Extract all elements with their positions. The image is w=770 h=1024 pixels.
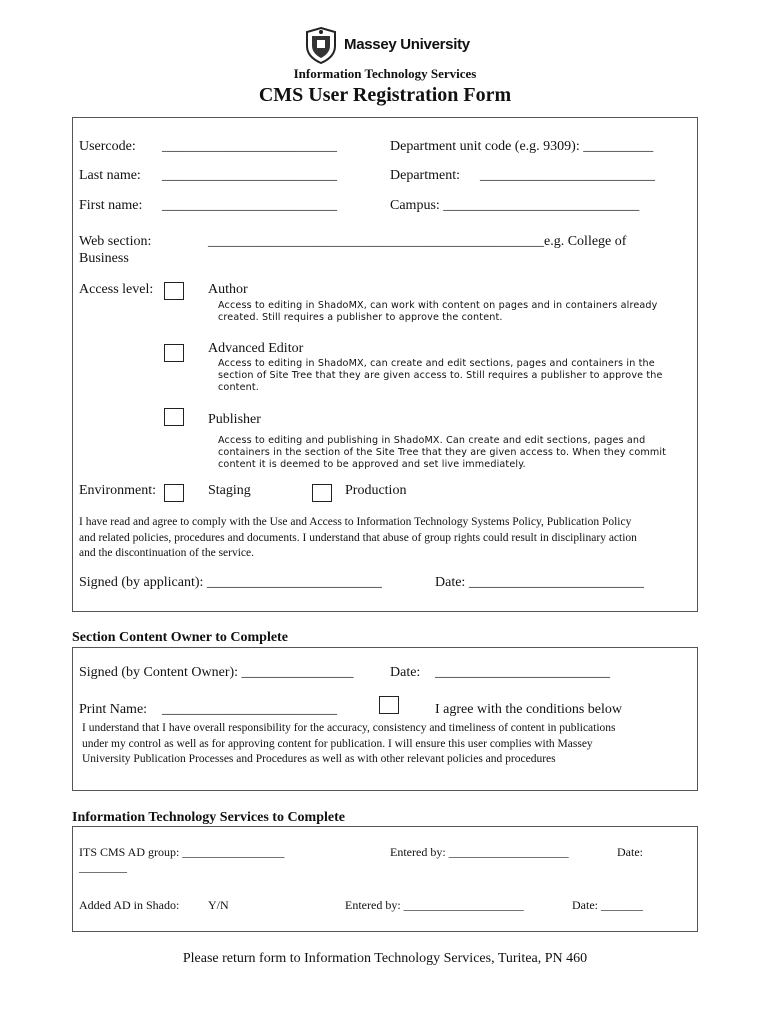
its-date-label-1: Date: bbox=[617, 845, 643, 859]
first-name-field[interactable]: _________________________ bbox=[162, 198, 337, 213]
advanced-editor-description: Access to editing in ShadoMX, can create and edit sections, pages and containers in the section of Site Tree that they are given access to. Still requires a publisher to approve the content. bbox=[218, 358, 663, 394]
last-name-field[interactable]: _________________________ bbox=[162, 168, 337, 183]
production-label: Production bbox=[345, 483, 407, 498]
print-name-field[interactable]: _________________________ bbox=[162, 702, 337, 717]
applicant-date-field[interactable]: Date: _________________________ bbox=[435, 575, 644, 590]
access-level-label: Access level: bbox=[79, 282, 154, 297]
page-title: CMS User Registration Form bbox=[258, 84, 512, 106]
environment-label: Environment: bbox=[79, 483, 156, 498]
agree-conditions-label: I agree with the conditions below bbox=[435, 702, 623, 717]
usercode-label: Usercode: bbox=[79, 139, 136, 154]
publisher-label: Publisher bbox=[208, 412, 261, 427]
author-label: Author bbox=[208, 282, 248, 297]
author-description: Access to editing in ShadoMX, can work with content on pages and in containers already created. Still requires a publisher to approve the content. bbox=[218, 300, 658, 324]
web-section-label: Web section: bbox=[79, 234, 152, 249]
ad-group-continuation: ________ bbox=[79, 860, 127, 874]
usercode-field[interactable]: _________________________ bbox=[162, 139, 337, 154]
department-field[interactable]: _________________________ bbox=[480, 168, 655, 183]
content-owner-heading: Section Content Owner to Complete bbox=[72, 630, 288, 645]
owner-date-field[interactable]: _________________________ bbox=[435, 665, 610, 680]
publisher-checkbox[interactable] bbox=[164, 408, 184, 426]
publisher-description: Access to editing and publishing in ShadoMX. Can create and edit sections, pages and containers in the section of the Site Tree that they are given access to. When they commit content it is deemed to be approved and set live immediately. bbox=[218, 435, 667, 471]
first-name-label: First name: bbox=[79, 198, 143, 213]
added-ad-label: Added AD in Shado: bbox=[79, 898, 180, 912]
its-heading: Information Technology Services to Complete bbox=[72, 810, 345, 825]
entered-by-field-2[interactable]: Entered by: ____________________ bbox=[345, 898, 524, 912]
yes-no-field[interactable]: Y/N bbox=[208, 898, 229, 912]
print-name-label: Print Name: bbox=[79, 702, 148, 717]
ad-group-field[interactable]: ITS CMS AD group: _________________ bbox=[79, 845, 285, 859]
department-heading: Information Technology Services bbox=[293, 66, 477, 81]
university-crest-icon bbox=[304, 26, 338, 64]
its-section bbox=[72, 826, 698, 932]
department-code-field[interactable]: Department unit code (e.g. 9309): __________ bbox=[390, 139, 654, 154]
campus-field[interactable]: Campus: ____________________________ bbox=[390, 198, 640, 213]
advanced-editor-label: Advanced Editor bbox=[208, 341, 304, 356]
web-section-example: Business bbox=[79, 251, 129, 266]
production-checkbox[interactable] bbox=[312, 484, 332, 502]
staging-checkbox[interactable] bbox=[164, 484, 184, 502]
its-date-field-2[interactable]: Date: _______ bbox=[572, 898, 643, 912]
owner-responsibility-statement: I understand that I have overall responsibility for the accuracy, consistency and timeliness of content in publications under my control as well as for approving content for publication. I will ensure this user complies with Massey University Publication Processes and Procedures as well as with other relevant policies and procedures bbox=[82, 722, 616, 765]
author-checkbox[interactable] bbox=[164, 282, 184, 300]
owner-date-label: Date: bbox=[390, 665, 421, 680]
return-instructions: Please return form to Information Technology Services, Turitea, PN 460 bbox=[182, 951, 588, 966]
department-label: Department: bbox=[390, 168, 460, 183]
applicant-signature-field[interactable]: Signed (by applicant): _________________________ bbox=[79, 575, 382, 590]
owner-signature-field[interactable]: Signed (by Content Owner): ________________ bbox=[79, 665, 354, 680]
last-name-label: Last name: bbox=[79, 168, 141, 183]
agree-conditions-checkbox[interactable] bbox=[379, 696, 399, 714]
advanced-editor-checkbox[interactable] bbox=[164, 344, 184, 362]
logo-wordmark: Massey University bbox=[344, 36, 470, 53]
entered-by-field-1[interactable]: Entered by: ____________________ bbox=[390, 845, 569, 859]
staging-label: Staging bbox=[208, 483, 251, 498]
policy-agreement: I have read and agree to comply with the Use and Access to Information Technology Systems Policy, Publication Policy and related policies, procedures and documents. I understand that abuse of group rights could result in disciplinary action and the discontinuation of the service. bbox=[79, 516, 637, 559]
web-section-field[interactable]: ________________________________________________e.g. College of bbox=[208, 234, 627, 249]
